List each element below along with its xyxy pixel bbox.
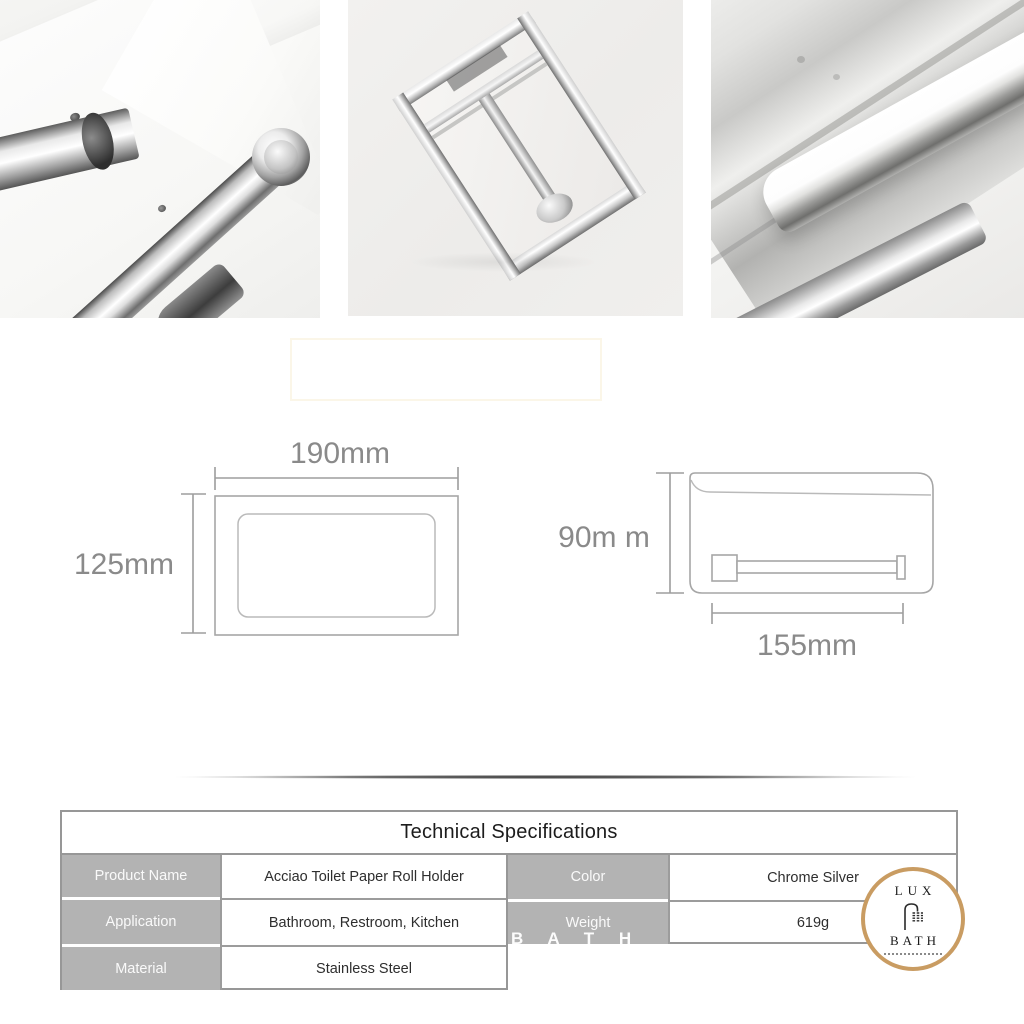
dimension-diagram-side [545, 455, 965, 670]
spec-value: Acciao Toilet Paper Roll Holder [220, 855, 506, 900]
white-watermark [402, 928, 641, 950]
flange-ring [252, 128, 310, 186]
spec-value: Stainless Steel [220, 947, 506, 990]
spec-value: 619g [668, 902, 956, 944]
width-dimension-label: 155mm [756, 629, 858, 662]
product-shadow [408, 252, 598, 272]
height-dimension-label: 90m m [558, 521, 650, 554]
lux-bath-logo-badge [861, 867, 965, 971]
logo-top-text: LUX [894, 883, 937, 898]
product-photo-corner-detail [711, 0, 1024, 318]
bar-end-cap [77, 110, 119, 173]
height-dimension-label: 125mm [73, 548, 175, 581]
watermark-text: B A T H [511, 929, 642, 948]
section-divider-line [85, 774, 1005, 780]
screw-hole [833, 74, 840, 80]
product-photo-closeup-flange [0, 0, 320, 318]
spec-table-title: Technical Specifications [60, 810, 958, 855]
spec-label: Product Name [62, 855, 220, 900]
spec-table-left [60, 855, 508, 990]
spec-value: Bathroom, Restroom, Kitchen [220, 900, 506, 947]
faint-watermark-box [290, 338, 602, 401]
holder-frame [392, 11, 646, 280]
screw-hole [797, 56, 805, 63]
spec-value: Chrome Silver [668, 855, 956, 902]
spec-label: Color [508, 855, 668, 902]
logo-tagline-dashes [884, 953, 942, 955]
watermark-dashes [402, 939, 504, 942]
product-photo-full-view [348, 0, 683, 316]
width-dimension-label: 190mm [289, 437, 391, 470]
spec-label: Application [62, 900, 220, 947]
shower-head-icon [898, 900, 928, 932]
logo-bottom-text: BATH [890, 933, 940, 948]
spec-label: Material [62, 947, 220, 990]
spec-label: Weight [508, 902, 668, 944]
dimension-diagram-front [73, 432, 473, 667]
